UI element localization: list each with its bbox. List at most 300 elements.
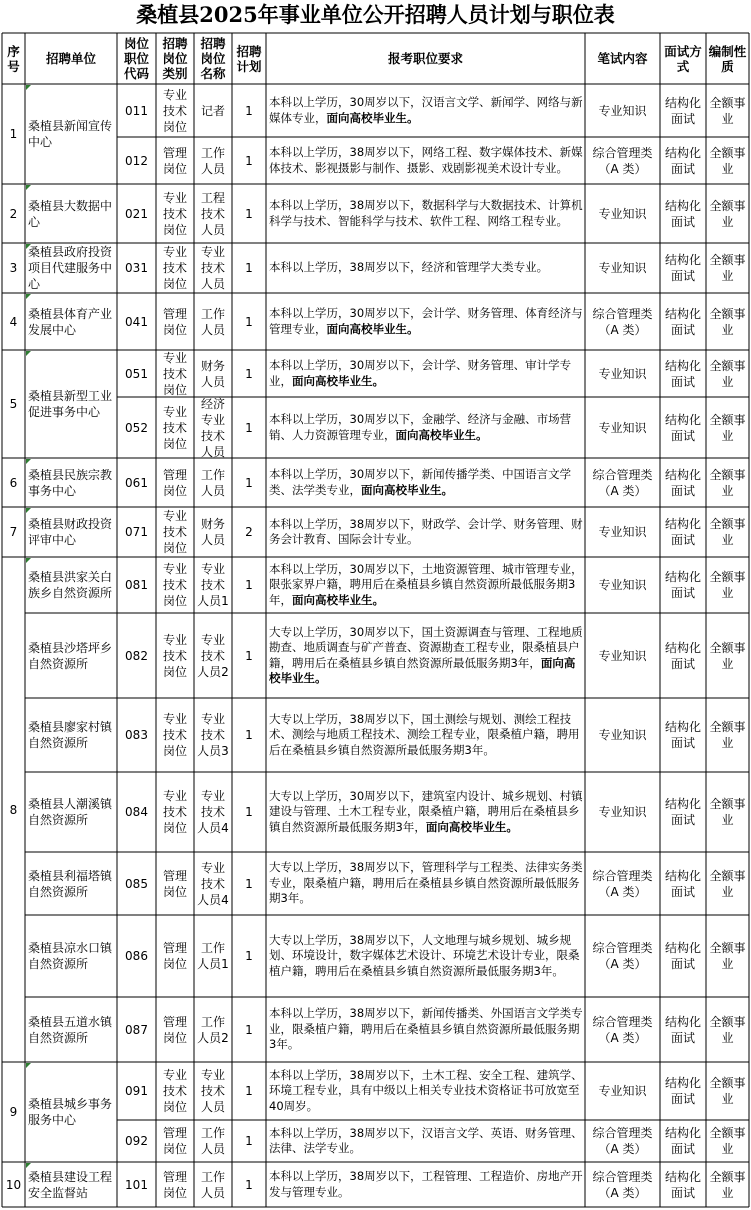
header-exam xyxy=(585,33,660,84)
post-code-text: 031 xyxy=(125,261,148,275)
staffing-type-text: 全额事业 xyxy=(709,253,746,283)
post-code xyxy=(117,915,156,997)
post-category xyxy=(156,557,194,613)
post-requirement xyxy=(266,557,585,613)
post-code xyxy=(117,184,156,243)
staffing-type xyxy=(706,137,749,184)
staffing-type xyxy=(706,613,749,698)
staffing-type xyxy=(706,698,749,772)
cell-comment-marker xyxy=(26,185,31,190)
post-code xyxy=(117,1162,156,1207)
exam-content xyxy=(585,772,660,852)
post-name xyxy=(194,698,232,772)
header-req-text: 报考职位要求 xyxy=(387,51,463,66)
group-unit xyxy=(25,1062,117,1162)
post-category-text: 管理岗位 xyxy=(162,145,187,176)
post-name xyxy=(194,84,232,137)
post-plan xyxy=(232,557,266,613)
requirement-highlight: 面向高校毕业生。 xyxy=(326,110,419,125)
requirement-text: 本科以上学历，38周岁以下，新闻传播类、外国语言文学类专业，限桑植户籍，聘用后在桑植县乡镇自然资源所最低服务期3年。 xyxy=(269,1006,583,1052)
post-category-text: 专业技术岗位 xyxy=(162,350,187,397)
post-code xyxy=(117,698,156,772)
staffing-type xyxy=(706,915,749,997)
post-category-text: 专业技术岗位 xyxy=(162,789,187,835)
post-plan-text: 1 xyxy=(245,366,253,381)
staffing-type xyxy=(706,557,749,613)
requirement-text: 本科以上学历，30周岁以下，土地资源管理、城市管理专业，限张家界户籍，聘用后在桑植县乡镇自然资源所最低服务期3年， xyxy=(269,561,583,607)
post-category xyxy=(156,997,194,1062)
post-name-text: 专业技术人员1 xyxy=(197,562,229,608)
post-name xyxy=(194,772,232,852)
post-name-text: 工作人员 xyxy=(200,306,225,337)
post-plan-text: 1 xyxy=(245,805,253,819)
post-code xyxy=(117,137,156,184)
post-name-text: 工作人员 xyxy=(200,1126,225,1156)
exam-content-text: 专业知识 xyxy=(598,366,647,381)
group-seq xyxy=(2,84,25,184)
interview-method-text: 结构化面试 xyxy=(664,720,701,750)
group-seq-text: 4 xyxy=(9,314,18,329)
interview-method-text: 结构化面试 xyxy=(664,95,701,126)
group-seq xyxy=(2,1062,25,1162)
row-unit xyxy=(25,557,117,613)
post-name xyxy=(194,613,232,698)
group-unit-text: 桑植县建设工程安全监督站 xyxy=(28,1169,113,1200)
interview-method xyxy=(660,698,706,772)
row-unit xyxy=(25,613,117,698)
exam-content-text: 综合管理类（A 类） xyxy=(592,868,653,899)
exam-content xyxy=(585,293,660,350)
requirement-highlight: 面向高校毕业生。 xyxy=(292,373,384,388)
requirement-highlight: 面向高校毕业生。 xyxy=(292,592,384,607)
header-category xyxy=(156,33,194,84)
exam-content xyxy=(585,915,660,997)
cell-comment-marker xyxy=(26,294,31,299)
staffing-type xyxy=(706,1120,749,1162)
group-seq-text: 2 xyxy=(9,206,18,221)
post-category xyxy=(156,507,194,557)
interview-method xyxy=(660,1162,706,1207)
post-category xyxy=(156,1120,194,1162)
interview-method-text: 结构化面试 xyxy=(664,198,701,229)
interview-method xyxy=(660,1120,706,1162)
post-code xyxy=(117,557,156,613)
interview-method-text: 结构化面试 xyxy=(664,941,701,971)
group-unit-text: 桑植县新闻宣传中心 xyxy=(28,119,113,149)
post-requirement xyxy=(266,997,585,1062)
staffing-type-text: 全额事业 xyxy=(709,941,746,971)
post-category-text: 管理岗位 xyxy=(162,306,187,337)
post-requirement xyxy=(266,137,585,184)
row-unit xyxy=(25,698,117,772)
post-requirement xyxy=(266,852,585,915)
interview-method xyxy=(660,507,706,557)
staffing-type-text: 全额事业 xyxy=(709,467,746,498)
header-interview xyxy=(660,33,706,84)
exam-content-text: 综合管理类（A 类） xyxy=(592,467,653,498)
header-category-text: 招聘岗位类别 xyxy=(162,36,188,81)
group-unit xyxy=(25,243,117,293)
post-code xyxy=(117,1120,156,1162)
staffing-type-text: 全额事业 xyxy=(709,720,746,750)
interview-method xyxy=(660,997,706,1062)
interview-method xyxy=(660,293,706,350)
post-name xyxy=(194,397,232,458)
post-code xyxy=(117,84,156,137)
cell-comment-marker xyxy=(26,85,31,90)
post-plan xyxy=(232,852,266,915)
post-requirement xyxy=(266,1162,585,1207)
requirement-highlight: 面向高校毕业生。 xyxy=(425,819,518,834)
post-requirement xyxy=(266,698,585,772)
post-name-text: 专业技术人员3 xyxy=(197,712,229,758)
staffing-type-text: 全额事业 xyxy=(709,570,746,600)
post-code-text: 082 xyxy=(125,648,148,663)
requirement-highlight: 面向高校毕业生。 xyxy=(395,427,488,442)
post-category xyxy=(156,1162,194,1207)
post-code xyxy=(117,293,156,350)
group-seq xyxy=(2,1162,25,1207)
row-unit-text: 桑植县人潮溪镇自然资源所 xyxy=(28,797,113,827)
exam-content-text: 专业知识 xyxy=(598,805,647,819)
interview-method xyxy=(660,137,706,184)
post-code-text: 083 xyxy=(125,728,148,742)
interview-method-text: 结构化面试 xyxy=(664,358,701,389)
exam-content-text: 综合管理类（A 类） xyxy=(592,306,653,337)
post-category xyxy=(156,698,194,772)
post-plan-text: 1 xyxy=(245,261,253,275)
post-name xyxy=(194,137,232,184)
post-name-text: 工作人员 xyxy=(200,467,225,498)
requirement-text: 本科以上学历，30周岁以下，会计学、财务管理、审计学专业， xyxy=(269,358,572,388)
staffing-type-text: 全额事业 xyxy=(709,412,746,443)
interview-method-text: 结构化面试 xyxy=(664,145,701,176)
staffing-type-text: 全额事业 xyxy=(709,145,746,176)
post-plan-text: 1 xyxy=(245,648,253,663)
exam-content xyxy=(585,397,660,458)
post-plan xyxy=(232,350,266,397)
requirement-text: 本科以上学历，30周岁以下，金融学、经济与金融、市场营销、人力资源管理专业， xyxy=(269,412,572,442)
post-plan xyxy=(232,137,266,184)
post-category-text: 专业技术岗位 xyxy=(162,190,187,237)
cell-comment-marker xyxy=(26,1063,31,1068)
post-plan-text: 1 xyxy=(245,1084,253,1098)
group-seq-text: 6 xyxy=(9,475,18,490)
cell-comment-marker xyxy=(26,508,31,513)
post-plan xyxy=(232,1120,266,1162)
interview-method-text: 结构化面试 xyxy=(664,570,701,600)
requirement-highlight: 面向高校毕业生。 xyxy=(326,321,419,336)
post-code-text: 052 xyxy=(125,420,148,435)
exam-content-text: 专业知识 xyxy=(598,648,647,663)
exam-content xyxy=(585,458,660,507)
post-plan xyxy=(232,997,266,1062)
cell-comment-marker xyxy=(26,459,31,464)
post-category-text: 专业技术岗位 xyxy=(162,87,187,134)
post-category xyxy=(156,613,194,698)
group-seq-text: 7 xyxy=(9,525,18,539)
group-seq-text: 1 xyxy=(9,127,18,141)
row-unit xyxy=(25,997,117,1062)
interview-method xyxy=(660,852,706,915)
post-name xyxy=(194,293,232,350)
interview-method xyxy=(660,350,706,397)
interview-method-text: 结构化面试 xyxy=(664,640,701,671)
requirement-text: 大专以上学历，38周岁以下，管理科学与工程类、法律实务类专业，限桑植户籍，聘用后在桑植县乡镇自然资源所最低服务期3年。 xyxy=(269,860,583,906)
post-name-text: 工程技术人员 xyxy=(200,190,225,237)
staffing-type xyxy=(706,458,749,507)
post-category xyxy=(156,84,194,137)
exam-content-text: 综合管理类（A 类） xyxy=(592,1169,653,1200)
row-unit-text: 桑植县廖家村镇自然资源所 xyxy=(28,720,113,750)
group-seq xyxy=(2,184,25,243)
post-plan-text: 2 xyxy=(245,525,253,539)
staffing-type-text: 全额事业 xyxy=(709,1076,746,1106)
interview-method-text: 结构化面试 xyxy=(664,467,701,498)
post-name-text: 专业技术人员2 xyxy=(197,632,229,679)
interview-method xyxy=(660,915,706,997)
post-code-text: 041 xyxy=(125,314,148,329)
post-name xyxy=(194,557,232,613)
interview-method-text: 结构化面试 xyxy=(664,253,701,283)
exam-content xyxy=(585,997,660,1062)
group-unit-text: 桑植县民族宗教事务中心 xyxy=(28,467,113,498)
group-seq xyxy=(2,507,25,557)
post-category-text: 专业技术岗位 xyxy=(162,1068,187,1114)
post-plan-text: 1 xyxy=(245,206,253,221)
interview-method xyxy=(660,397,706,458)
interview-method xyxy=(660,557,706,613)
post-name-text: 财务人员 xyxy=(200,517,225,547)
header-unit-text: 招聘单位 xyxy=(45,51,96,66)
exam-content-text: 专业知识 xyxy=(598,261,647,275)
interview-method xyxy=(660,772,706,852)
post-requirement xyxy=(266,243,585,293)
post-plan-text: 1 xyxy=(245,578,253,592)
exam-content-text: 专业知识 xyxy=(598,728,647,742)
staffing-type-text: 全额事业 xyxy=(709,306,746,337)
post-category xyxy=(156,397,194,458)
post-name xyxy=(194,458,232,507)
group-unit xyxy=(25,84,117,184)
group-unit xyxy=(25,507,117,557)
post-plan-text: 1 xyxy=(245,1022,253,1037)
requirement-text: 本科以上学历，30周岁以下，汉语言文学、新闻学、网络与新媒体专业， xyxy=(269,95,583,125)
post-code xyxy=(117,507,156,557)
exam-content xyxy=(585,852,660,915)
header-unit xyxy=(25,33,117,84)
post-plan xyxy=(232,507,266,557)
group-unit-text: 桑植县新型工业促进事务中心 xyxy=(28,389,113,419)
post-plan xyxy=(232,915,266,997)
requirement-text: 本科以上学历，30周岁以下，新闻传播学类、中国语言文学类、法学类专业， xyxy=(269,467,572,497)
exam-content xyxy=(585,84,660,137)
interview-method-text: 结构化面试 xyxy=(664,517,701,547)
post-name-text: 专业技术人员4 xyxy=(197,789,229,835)
post-category xyxy=(156,350,194,397)
interview-method-text: 结构化面试 xyxy=(664,1126,701,1156)
post-code xyxy=(117,613,156,698)
requirement-highlight: 面向高校毕业生。 xyxy=(361,482,453,497)
post-category-text: 专业技术岗位 xyxy=(162,245,187,291)
post-code-text: 092 xyxy=(125,1134,148,1148)
header-seq-text: 序号 xyxy=(7,43,20,74)
post-code-text: 011 xyxy=(125,103,148,118)
requirement-text: 本科以上学历，38周岁以下，土木工程、安全工程、建筑学、环境工程专业，具有中级以上相关专业技术资格证书可放宽至40周岁。 xyxy=(269,1067,583,1113)
requirement-text: 大专以上学历，38周岁以下，人文地理与城乡规划、城乡规划、环境设计，数字媒体艺术设计、环境艺术设计专业，限桑植户籍，聘用后在桑植县乡镇自然资源所最低服务期3年。 xyxy=(269,932,580,978)
header-seq xyxy=(2,33,25,84)
exam-content xyxy=(585,243,660,293)
group-unit xyxy=(25,184,117,243)
interview-method xyxy=(660,243,706,293)
post-code-text: 081 xyxy=(125,578,148,592)
exam-content-text: 专业知识 xyxy=(598,525,647,539)
post-code xyxy=(117,397,156,458)
post-plan-text: 1 xyxy=(245,475,253,490)
post-category xyxy=(156,137,194,184)
header-req xyxy=(266,33,585,84)
header-code xyxy=(117,33,156,84)
post-plan xyxy=(232,698,266,772)
exam-content-text: 专业知识 xyxy=(598,103,647,118)
staffing-type xyxy=(706,1062,749,1120)
interview-method xyxy=(660,1062,706,1120)
post-category-text: 专业技术岗位 xyxy=(162,562,187,608)
post-name-text: 财务人员 xyxy=(200,358,225,389)
staffing-type-text: 全额事业 xyxy=(709,95,746,126)
post-requirement xyxy=(266,915,585,997)
row-unit-text: 桑植县凉水口镇自然资源所 xyxy=(28,941,113,971)
post-code-text: 084 xyxy=(125,805,148,819)
exam-content xyxy=(585,1162,660,1207)
exam-content-text: 专业知识 xyxy=(598,1084,647,1098)
group-seq xyxy=(2,293,25,350)
post-plan-text: 1 xyxy=(245,949,253,963)
requirement-text: 本科以上学历，38周岁以下，经济和管理学大类专业。 xyxy=(269,260,549,275)
requirement-text: 本科以上学历，38周岁以下，网络工程、数字媒体技术、新媒体技术、影视摄影与制作、摄影、戏剧影视美术设计专业。 xyxy=(269,145,583,175)
post-code xyxy=(117,1062,156,1120)
post-name xyxy=(194,350,232,397)
post-requirement xyxy=(266,397,585,458)
header-post-name xyxy=(194,33,232,84)
post-plan-text: 1 xyxy=(245,153,253,168)
post-plan-text: 1 xyxy=(245,728,253,742)
post-plan xyxy=(232,184,266,243)
post-name-text: 工作人员2 xyxy=(197,1014,229,1045)
requirement-text: 本科以上学历，38周岁以下，数据科学与大数据技术、计算机科学与技术、智能科学与技术、软件工程、网络工程专业。 xyxy=(269,198,583,228)
post-code-text: 061 xyxy=(125,475,148,490)
group-seq xyxy=(2,243,25,293)
group-seq xyxy=(2,458,25,507)
post-plan xyxy=(232,1062,266,1120)
post-code-text: 071 xyxy=(125,525,148,539)
post-code xyxy=(117,350,156,397)
header-plan xyxy=(232,33,266,84)
exam-content xyxy=(585,1062,660,1120)
exam-content-text: 综合管理类（A 类） xyxy=(592,1014,653,1045)
post-plan xyxy=(232,1162,266,1207)
page-title: 桑植县2025年事业单位公开招聘人员计划与职位表 xyxy=(136,2,615,27)
post-code-text: 085 xyxy=(125,876,148,891)
post-requirement xyxy=(266,507,585,557)
exam-content-text: 专业知识 xyxy=(598,420,647,435)
interview-method-text: 结构化面试 xyxy=(664,1076,701,1106)
post-name-text: 工作人员 xyxy=(200,1169,225,1200)
post-code xyxy=(117,772,156,852)
post-requirement xyxy=(266,1062,585,1120)
post-name xyxy=(194,1120,232,1162)
post-category-text: 管理岗位 xyxy=(162,1126,187,1156)
post-code xyxy=(117,243,156,293)
group-unit xyxy=(25,350,117,458)
post-code xyxy=(117,997,156,1062)
header-staffing xyxy=(706,33,749,84)
post-name xyxy=(194,243,232,293)
post-requirement xyxy=(266,293,585,350)
exam-content xyxy=(585,137,660,184)
post-name-text: 记者 xyxy=(200,103,225,118)
staffing-type-text: 全额事业 xyxy=(709,1014,746,1045)
header-code-text: 岗位职位代码 xyxy=(123,36,149,81)
post-name-text: 专业技术人员 xyxy=(200,245,225,291)
group-unit xyxy=(25,458,117,507)
post-name xyxy=(194,852,232,915)
staffing-type xyxy=(706,997,749,1062)
row-unit-text: 桑植县沙塔坪乡自然资源所 xyxy=(28,640,113,671)
group-seq-text: 9 xyxy=(9,1105,18,1119)
exam-content xyxy=(585,350,660,397)
exam-content xyxy=(585,184,660,243)
post-category-text: 管理岗位 xyxy=(162,1169,187,1200)
group-unit-text: 桑植县政府投资项目代建服务中心 xyxy=(28,245,113,291)
group-unit xyxy=(25,1162,117,1207)
post-category xyxy=(156,1062,194,1120)
post-plan-text: 1 xyxy=(245,314,253,329)
post-name xyxy=(194,997,232,1062)
group-unit-text: 桑植县体育产业发展中心 xyxy=(28,306,113,337)
staffing-type xyxy=(706,350,749,397)
group-seq xyxy=(2,350,25,458)
staffing-type xyxy=(706,293,749,350)
post-code-text: 086 xyxy=(125,949,148,963)
interview-method-text: 结构化面试 xyxy=(664,1169,701,1200)
requirement-text: 大专以上学历，38周岁以下，国土测绘与规划、测绘工程技术、测绘与地质工程技术、测绘工程专业，限桑植户籍，聘用后在桑植县乡镇自然资源所最低服务期3年。 xyxy=(269,711,580,757)
post-category-text: 专业技术岗位 xyxy=(162,712,187,758)
post-name-text: 工作人员 xyxy=(200,145,225,176)
post-plan xyxy=(232,293,266,350)
post-category xyxy=(156,852,194,915)
group-unit-text: 桑植县城乡事务服务中心 xyxy=(28,1097,113,1127)
exam-content-text: 专业知识 xyxy=(598,578,647,592)
post-requirement xyxy=(266,458,585,507)
post-code xyxy=(117,458,156,507)
post-requirement xyxy=(266,613,585,698)
post-category-text: 专业技术岗位 xyxy=(162,404,187,451)
post-code-text: 012 xyxy=(125,153,148,168)
post-code-text: 051 xyxy=(125,366,148,381)
post-category-text: 管理岗位 xyxy=(162,1014,187,1045)
post-plan xyxy=(232,397,266,458)
requirement-text: 本科以上学历，38周岁以下，汉语言文学、英语、财务管理、法律、法学专业。 xyxy=(269,1125,583,1155)
interview-method-text: 结构化面试 xyxy=(664,868,701,899)
requirement-text: 本科以上学历，30周岁以下，会计学、财务管理、体育经济与管理专业， xyxy=(269,306,583,336)
staffing-type-text: 全额事业 xyxy=(709,640,746,671)
post-plan-text: 1 xyxy=(245,1134,253,1148)
staffing-type xyxy=(706,772,749,852)
header-staffing-text: 编制性质 xyxy=(708,43,747,74)
staffing-type-text: 全额事业 xyxy=(709,797,746,827)
post-requirement xyxy=(266,184,585,243)
